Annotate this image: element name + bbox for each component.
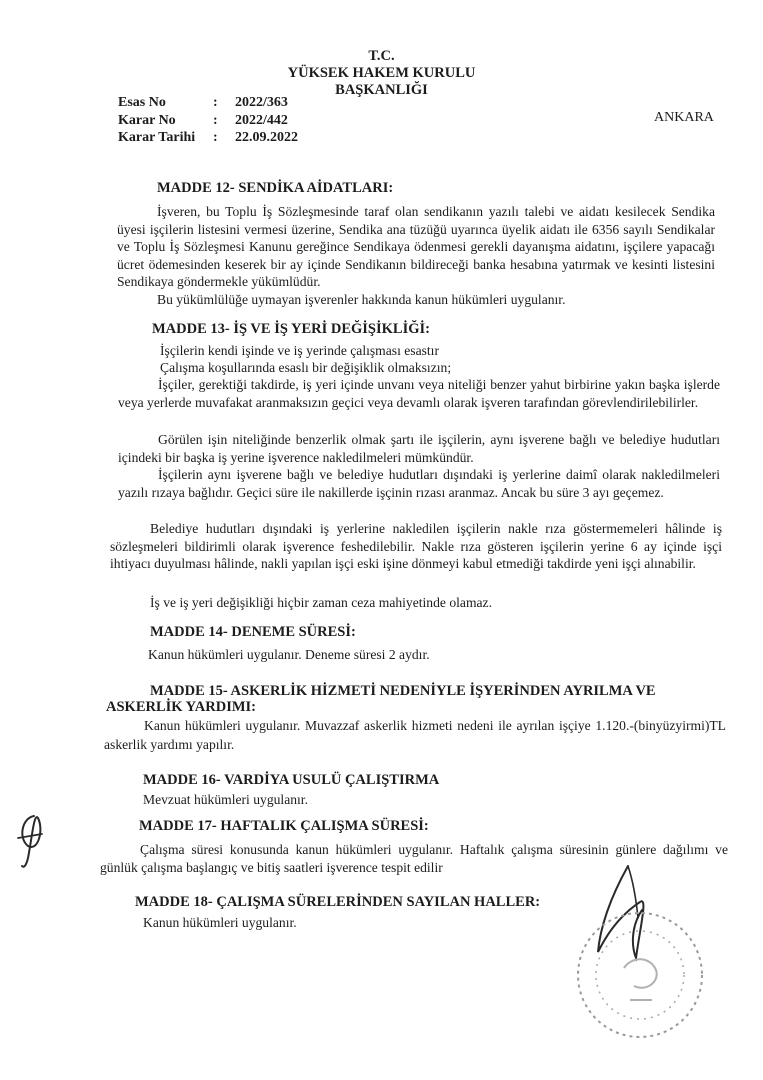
section-15-paragraph-1: Kanun hükümleri uygulanır. Muvazzaf askerlik hizmeti nedeni ile ayrılan işçiye 1.120.-(binyüzyirmi)TL askerlik yardımı yapılır. [104, 718, 726, 752]
section-title-12: MADDE 12- SENDİKA AİDATLARI: [157, 180, 394, 196]
meta-row-esas [118, 94, 298, 112]
section-16-paragraph-1: Mevzuat hükümleri uygulanır. [143, 792, 308, 807]
city-name: ANKARA [654, 110, 714, 125]
section-18-paragraph-1: Kanun hükümleri uygulanır. [143, 915, 297, 930]
section-17-paragraph-1: Çalışma süresi konusunda kanun hükümleri uygulanır. Haftalık çalışma süresinin günlere dağılımı ve günlük çalışma başlangıç ve bitiş saatleri işverence tespit edilir [100, 842, 728, 875]
section-13-paragraph-4: Görülen işin niteliğinde benzerlik olmak şartı ile işçilerin, aynı işverene bağlı ve belediye hudutları içindeki bir başka iş yerine işverence nakledilmeleri mümkündür. [118, 432, 720, 465]
meta-row-karar [118, 112, 298, 130]
section-title-15: MADDE 15- ASKERLİK HİZMETİ NEDENİYLE İŞYERİNDEN AYRILMA VE ASKERLİK YARDIMI: [106, 683, 656, 715]
header-presidency: BAŞKANLIĞI [335, 82, 428, 98]
margin-initial-signature [12, 808, 52, 870]
section-title-16: MADDE 16- VARDİYA USULÜ ÇALIŞTIRMA [143, 772, 440, 788]
section-13-paragraph-2: Çalışma koşullarında esaslı bir değişiklik olmaksızın; [160, 360, 452, 375]
section-title-18: MADDE 18- ÇALIŞMA SÜRELERİNDEN SAYILAN HALLER: [135, 894, 541, 910]
meta-key: Karar No [118, 112, 176, 128]
section-12-paragraph-2: Bu yükümlülüğe uymayan işverenler hakkında kanun hükümleri uygulanır. [157, 292, 566, 307]
section-13-paragraph-6: Belediye hudutları dışındaki iş yerlerine nakledilen işçilerin nakle rıza göstermemeleri hâlinde iş sözleşmeleri bildirimli olarak işverence feshedilebilir. Nakle rıza gösteren işçilerin yerine 6 ay içinde işçi ihtiyacı duyulması hâlinde, nakli yapılan işçi eski işine dönmeyi kabul etmediği takdirde yeni işçi alınabilir. [110, 521, 722, 572]
meta-colon: : [213, 130, 218, 145]
meta-key: Esas No [118, 95, 166, 110]
meta-value: 22.09.2022 [235, 130, 298, 145]
section-13-paragraph-1: İşçilerin kendi işinde ve iş yerinde çalışması esastır [160, 343, 439, 358]
section-13-paragraph-3: İşçiler, gerektiği takdirde, iş yeri içinde unvanı veya niteliği benzer yahut birbirine yakın başka işlerde veya yerlerde muvafakat aranmaksızın geçici veya devamlı olarak işveren tarafından görevlendirilebilirler. [118, 377, 720, 410]
header-institution: YÜKSEK HAKEM KURULU [287, 65, 476, 81]
official-seal-stamp [560, 900, 720, 1050]
meta-value: 2022/363 [235, 95, 288, 110]
section-title-14: MADDE 14- DENEME SÜRESİ: [150, 624, 356, 640]
meta-value: 2022/442 [235, 112, 288, 128]
section-14-paragraph-1: Kanun hükümleri uygulanır. Deneme süresi 2 aydır. [148, 647, 430, 662]
case-meta [118, 94, 298, 147]
section-13-paragraph-5: İşçilerin aynı işverene bağlı ve belediye hudutları dışındaki iş yerlerine daimî olarak nakledilmeleri yazılı rızaya bağlıdır. Geçici süre ile nakillerde işçinin rızası aranmaz. Ancak bu süre 3 ayı geçemez. [118, 467, 720, 500]
header-tc: T.C. [368, 48, 395, 64]
meta-colon: : [213, 112, 218, 128]
meta-key: Karar Tarihi [118, 130, 196, 145]
section-12-paragraph-1: İşveren, bu Toplu İş Sözleşmesinde taraf olan sendikanın yazılı talebi ve aidatı kesilecek Sendika üyesi işçilerin listesini vermesi üzerine, Sendika ana tüzüğü uyarınca üyelik aidatı ile 6356 sayılı Sendikalar ve Toplu İş Sözleşmesi Kanunu gereğince Sendikaya ödenmesi gerekli dayanışma aidatını, işçilere yapacağı ücret ödemesinden keserek bir ay içinde Sendikanın bildireceği banka hesabına yatırmak ve kesinti listesini Sendikaya göndermekle yükümlüdür. [117, 204, 715, 290]
section-title-13: MADDE 13- İŞ VE İŞ YERİ DEĞİŞİKLİĞİ: [152, 321, 430, 337]
section-13-paragraph-7: İş ve iş yeri değişikliği hiçbir zaman ceza mahiyetinde olamaz. [150, 595, 492, 610]
meta-colon: : [213, 95, 218, 110]
section-title-17: MADDE 17- HAFTALIK ÇALIŞMA SÜRESİ: [139, 818, 429, 834]
meta-row-tarih [118, 129, 298, 147]
